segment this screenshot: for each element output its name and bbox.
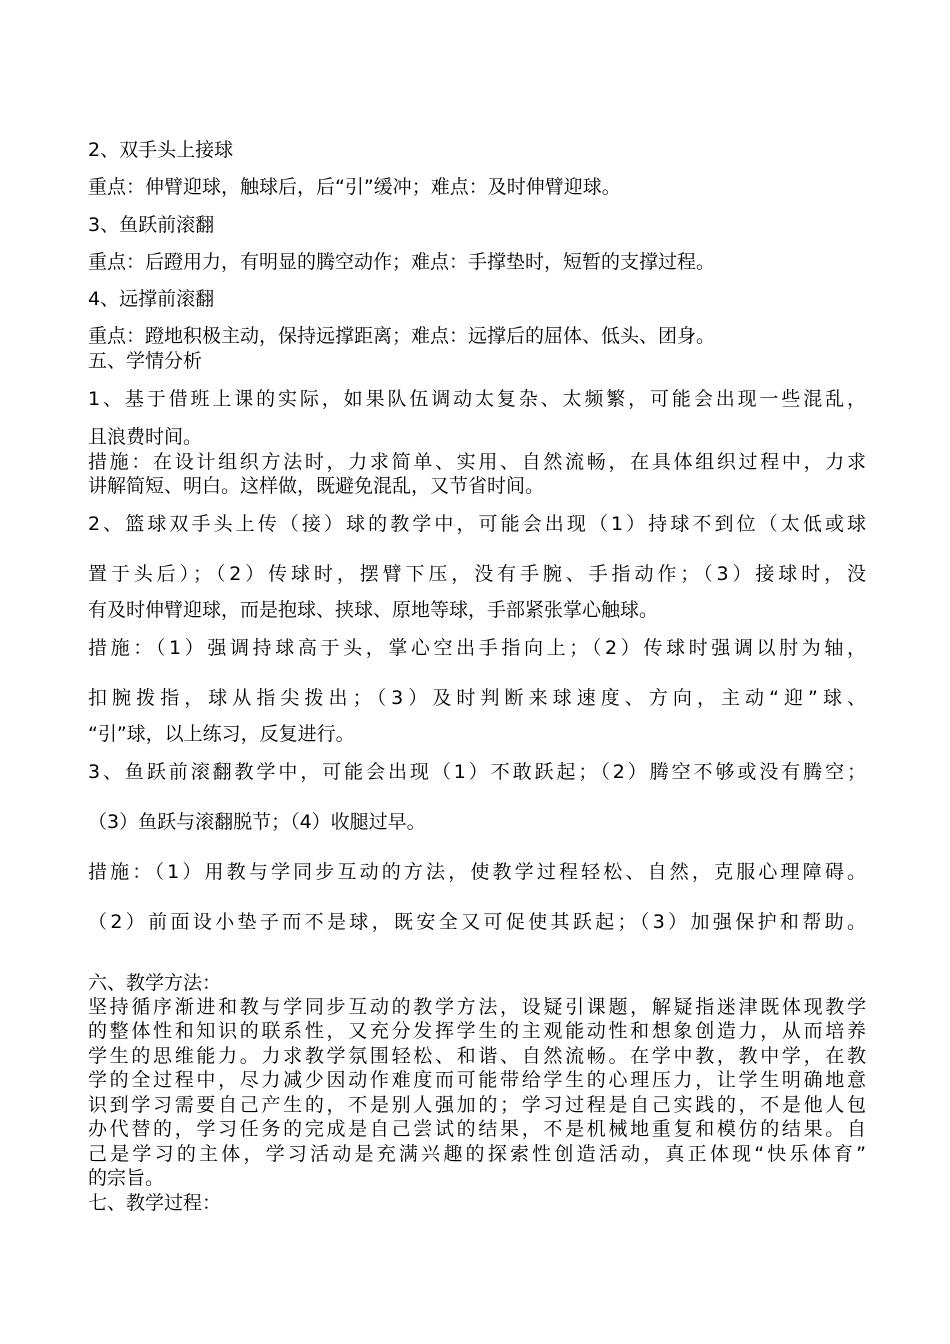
section-heading-teaching-methods: 六、教学方法：: [88, 972, 222, 994]
paragraph-line: 的宗旨。: [88, 1167, 165, 1189]
paragraph-line: 的整体性和知识的联系性，又充分发挥学生的主观能动性和想象创造力，从而培养: [88, 1020, 866, 1042]
paragraph-line: 坚持循序渐进和教与学同步互动的教学方法，设疑引课题，解疑指迷津既体现教学: [88, 996, 866, 1018]
paragraph-line: 1、基于借班上课的实际，如果队伍调动太复杂、太频繁，可能会出现一些混乱，: [88, 388, 866, 410]
paragraph-line: 重点：伸臂迎球，触球后，后“引”缓冲；难点：及时伸臂迎球。: [88, 176, 621, 198]
paragraph-line: 重点：蹬地积极主动，保持远撑距离；难点：远撑后的屈体、低头、团身。: [88, 325, 716, 347]
paragraph-line: 措施：（1）强调持球高于头，掌心空出手指向上；（2）传球时强调以肘为轴，: [88, 637, 866, 659]
subheading-catch-overhead: 2、双手头上接球: [88, 139, 234, 161]
paragraph-line: “引”球，以上练习，反复进行。: [88, 723, 355, 745]
section-heading-teaching-process: 七、教学过程：: [88, 1192, 222, 1214]
section-heading-learner-analysis: 五、学情分析: [88, 350, 203, 372]
paragraph-line: 措施：在设计组织方法时，力求简单、实用、自然流畅，在具体组织过程中，力求: [88, 451, 866, 473]
paragraph-line: 且浪费时间。: [88, 426, 203, 448]
paragraph-line: 办代替的，学习任务的完成是自己尝试的结果，不是机械地重复和模仿的结果。自: [88, 1118, 866, 1140]
paragraph-line: （2）前面设小垫子而不是球，既安全又可促使其跃起；（3）加强保护和帮助。: [88, 911, 866, 933]
paragraph-line: （3）鱼跃与滚翻脱节；（4）收腿过早。: [88, 811, 426, 833]
paragraph-line: 措施：（1）用教与学同步互动的方法，使教学过程轻松、自然，克服心理障碍。: [88, 861, 866, 883]
paragraph-line: 扣腕拨指，球从指尖拨出；（3）及时判断来球速度、方向，主动“迎”球、: [88, 687, 866, 709]
subheading-fish-leap-roll: 3、鱼跃前滚翻: [88, 214, 215, 236]
paragraph-line: 学的全过程中，尽力减少因动作难度而可能带给学生的心理压力，让学生明确地意: [88, 1069, 866, 1091]
paragraph-line: 3、鱼跃前滚翻教学中，可能会出现（1）不敢跃起；（2）腾空不够或没有腾空；: [88, 761, 866, 783]
paragraph-line: 讲解简短、明白。这样做，既避免混乱，又节省时间。: [88, 475, 545, 497]
paragraph-line: 学生的思维能力。力求教学氛围轻松、和谐、自然流畅。在学中教，教中学，在教: [88, 1045, 866, 1067]
paragraph-line: 识到学习需要自己产生的，不是别人强加的；学习过程是自己实践的，不是他人包: [88, 1094, 866, 1116]
paragraph-line: 2、篮球双手头上传（接）球的教学中，可能会出现（1）持球不到位（太低或球: [88, 513, 866, 535]
paragraph-line: 有及时伸臂迎球，而是抱球、挟球、原地等球，手部紧张掌心触球。: [88, 599, 659, 621]
subheading-far-support-roll: 4、远撑前滚翻: [88, 288, 215, 310]
paragraph-line: 置于头后）；（2）传球时，摆臂下压，没有手腕、手指动作；（3）接球时，没: [88, 563, 866, 585]
paragraph-line: 己是学习的主体，学习活动是充满兴趣的探索性创造活动，真正体现“快乐体育”: [88, 1143, 866, 1165]
paragraph-line: 重点：后蹬用力，有明显的腾空动作；难点：手撑垫时，短暂的支撑过程。: [88, 251, 716, 273]
